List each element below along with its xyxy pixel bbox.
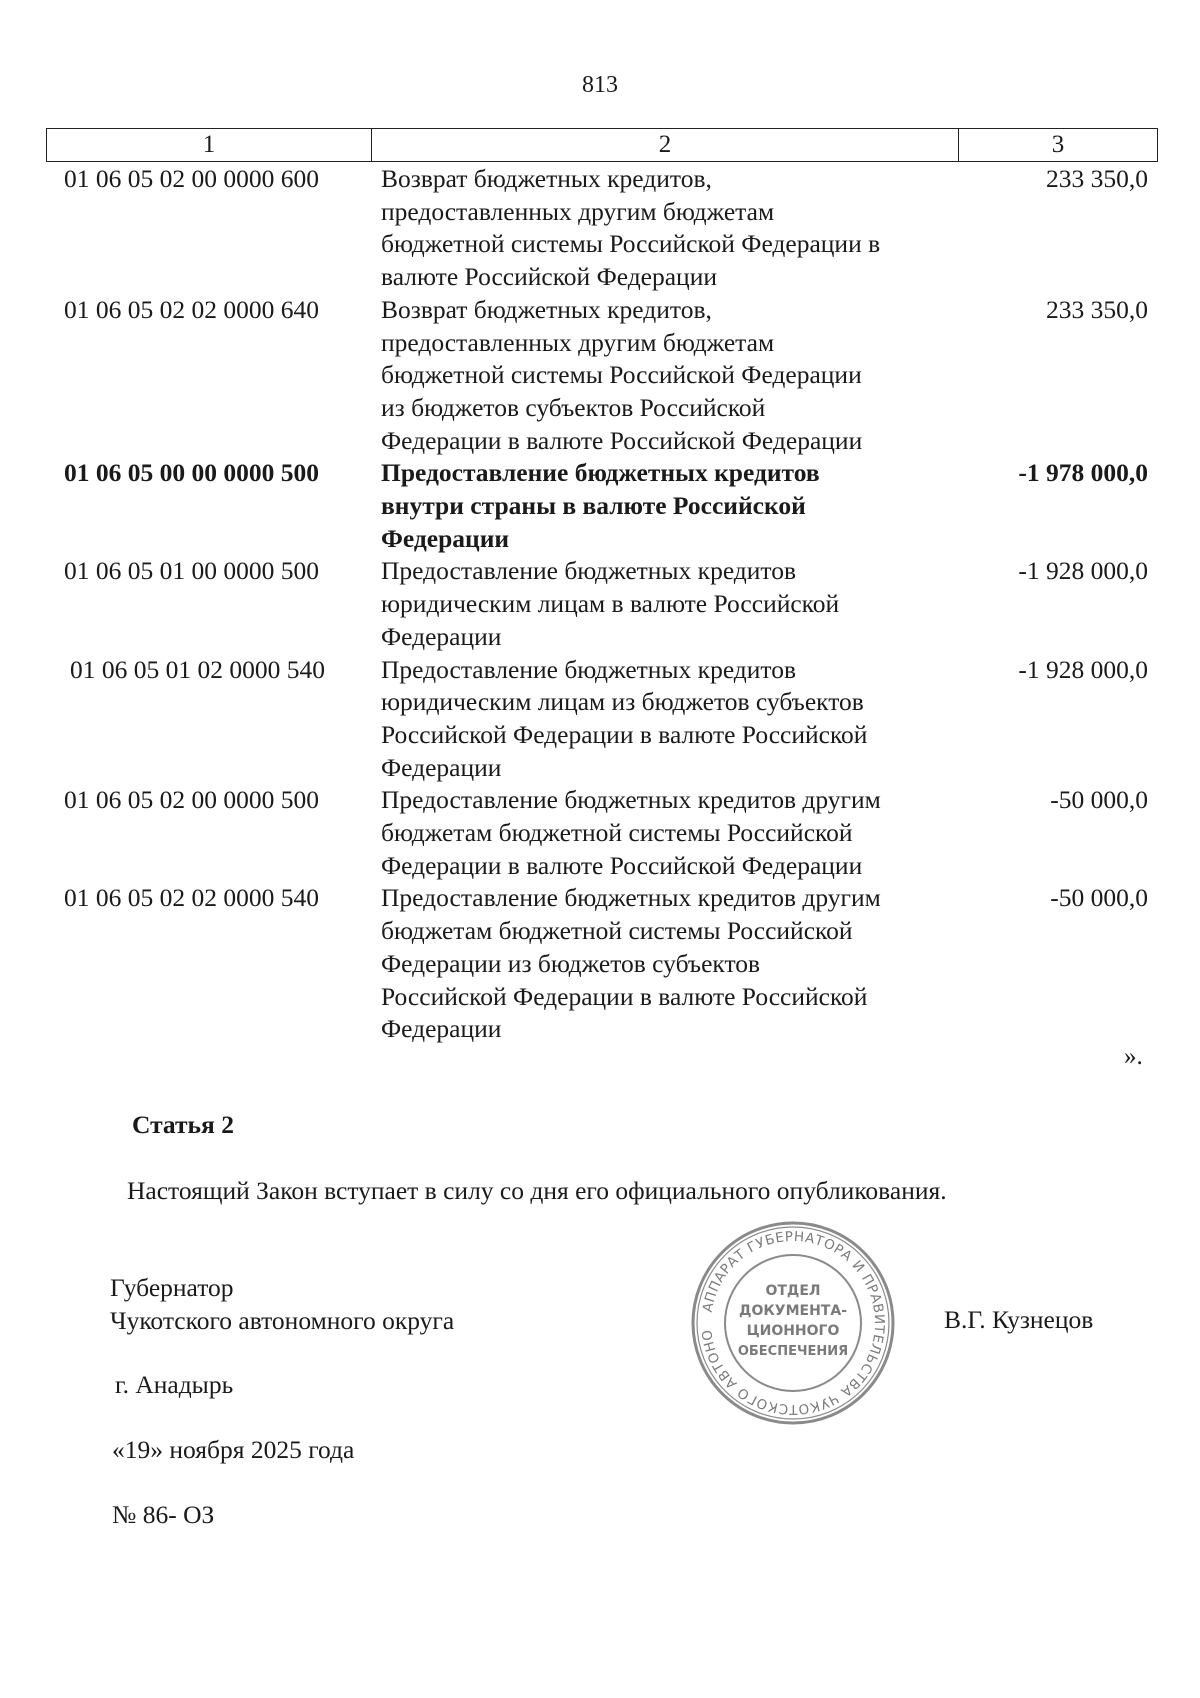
stamp-ring-text: АППАРАТ ГУБЕРНАТОРА И ПРАВИТЕЛЬСТВА ЧУКОТСКОГО АВТОНО: [699, 1228, 888, 1418]
closing-quote: ».: [1124, 1043, 1143, 1070]
row-value: 233 350,0: [1046, 294, 1148, 324]
row-value: -1 928 000,0: [1018, 654, 1148, 684]
row-name-line: Федерации: [381, 1014, 502, 1044]
table-row: [46, 654, 1158, 785]
row-name: [371, 457, 958, 555]
table-row: [46, 882, 1158, 1046]
article-text: Настоящий Закон вступает в силу со дня его официального опубликования.: [127, 1176, 947, 1205]
row-value: -1 978 000,0: [1018, 458, 1148, 488]
signatory-title: [110, 1272, 454, 1337]
row-name-line: внутри страны в валюте Российской: [381, 491, 806, 521]
stamp-center-line: ОТДЕЛ: [765, 1283, 821, 1299]
row-name: [371, 784, 958, 882]
row-name-line: Федерации из бюджетов субъектов: [381, 948, 761, 978]
row-name: [371, 163, 958, 294]
row-name-line: бюджетам бюджетной системы Российской: [381, 916, 853, 946]
row-name-line: Федерации: [381, 752, 502, 782]
row-name-line: Возврат бюджетных кредитов,: [381, 294, 712, 324]
signatory-name: В.Г. Кузнецов: [944, 1305, 1094, 1334]
city: г. Анадырь: [115, 1370, 234, 1399]
row-value: -1 928 000,0: [1018, 556, 1148, 586]
row-name-line: Предоставление бюджетных кредитов: [381, 654, 797, 684]
row-code: 01 06 05 02 00 0000 500: [64, 785, 319, 815]
row-value: 233 350,0: [1046, 164, 1148, 193]
row-name-line: Предоставление бюджетных кредитов: [381, 556, 797, 586]
row-name-line: Российской Федерации в валюте Российской: [381, 719, 868, 749]
row-name-line: Возврат бюджетных кредитов,: [381, 164, 712, 193]
row-name-line: из бюджетов субъектов Российской: [381, 392, 766, 422]
stamp-center-line: ДОКУМЕНТА-: [738, 1303, 848, 1319]
header-col-3: 3: [1051, 131, 1065, 158]
signatory-title-line: Губернатор: [110, 1273, 234, 1302]
table-row: [46, 294, 1158, 458]
row-name-line: юридическим лицам в валюте Российской: [381, 589, 840, 619]
row-name-line: бюджетной системы Российской Федерации в: [381, 229, 881, 259]
table-body: [46, 163, 1158, 1046]
row-code: 01 06 05 02 02 0000 640: [64, 294, 319, 324]
law-date: «19» ноября 2025 года: [112, 1435, 355, 1464]
header-col-1: 1: [47, 129, 372, 161]
row-code: 01 06 05 00 00 0000 500: [64, 458, 319, 488]
stamp-center-line: ОБЕСПЕЧЕНИЯ: [737, 1344, 849, 1359]
row-code: 01 06 05 02 00 0000 600: [64, 164, 319, 193]
stamp-center-line: ЦИОННОГО: [746, 1323, 840, 1339]
row-name-line: Федерации: [381, 523, 510, 553]
table-row-total: [46, 457, 1158, 555]
row-name-line: бюджетной системы Российской Федерации: [381, 360, 862, 390]
table-row: [46, 555, 1158, 653]
row-value: -50 000,0: [1050, 883, 1148, 913]
row-name: [371, 555, 958, 653]
row-name: [371, 882, 958, 1046]
article-title: Статья 2: [132, 1110, 234, 1139]
page-number: 813: [582, 72, 618, 98]
official-stamp: [688, 1218, 898, 1428]
row-name: [371, 654, 958, 785]
signatory-title-line: Чукотского автономного округа: [110, 1305, 455, 1335]
row-name: [371, 294, 958, 458]
stamp-graphic: [688, 1218, 898, 1428]
row-name-line: Федерации: [381, 621, 502, 651]
row-name-line: валюте Российской Федерации: [381, 262, 717, 292]
row-name-line: Предоставление бюджетных кредитов другим: [381, 883, 881, 913]
header-col-2: 2: [372, 129, 959, 161]
row-value: -50 000,0: [1050, 785, 1148, 815]
row-code: 01 06 05 01 00 0000 500: [64, 556, 319, 586]
row-name-line: Предоставление бюджетных кредитов: [381, 458, 820, 488]
law-number: № 86- ОЗ: [112, 1500, 215, 1529]
table-header: [46, 128, 1158, 162]
row-name-line: юридическим лицам из бюджетов субъектов: [381, 687, 864, 717]
row-name-line: Федерации в валюте Российской Федерации: [381, 850, 863, 880]
row-name-line: предоставленных другим бюджетам: [381, 196, 775, 226]
row-code: 01 06 05 01 02 0000 540: [70, 654, 325, 684]
row-name-line: предоставленных другим бюджетам: [381, 327, 775, 357]
row-name-line: Предоставление бюджетных кредитов другим: [381, 785, 881, 815]
table-row: [46, 163, 1158, 294]
row-name-line: Российской Федерации в валюте Российской: [381, 981, 868, 1011]
row-name-line: бюджетам бюджетной системы Российской: [381, 818, 853, 848]
table-row: [46, 784, 1158, 882]
row-code: 01 06 05 02 02 0000 540: [64, 883, 319, 913]
row-name-line: Федерации в валюте Российской Федерации: [381, 425, 863, 455]
